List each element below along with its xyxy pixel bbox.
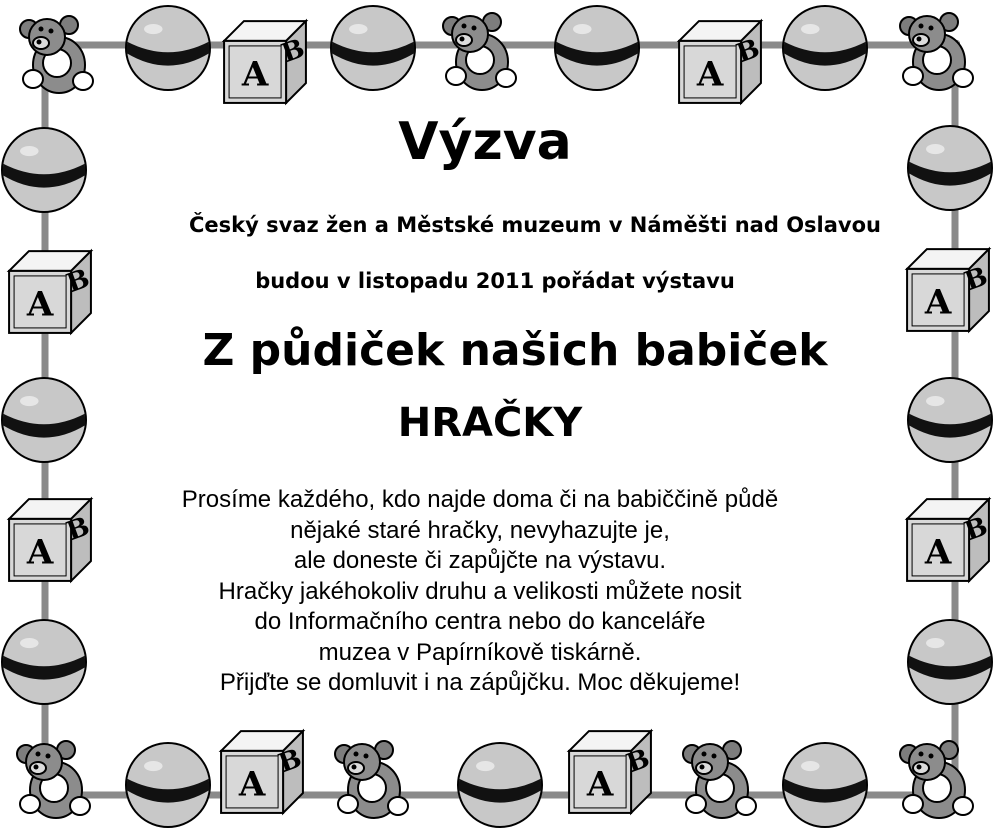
teddy-bear-icon (20, 16, 93, 93)
body-line: muzea v Papírníkově tiskárně. (318, 638, 642, 666)
svg-text:A: A (26, 284, 54, 325)
body-line: Přijďte se domluvit i na zápůjčku. Moc děkujeme! (219, 669, 741, 696)
teddy-bear-icon (683, 741, 756, 818)
ball-icon (331, 6, 415, 90)
body-line: Hračky jakéhokoliv druhu a velikosti můžete nosit (218, 577, 742, 605)
svg-text:B: B (960, 511, 992, 548)
body-line: Prosíme každého, kdo najde doma či na babiččině půdě (181, 486, 779, 513)
body-line: ale doneste či zapůjčte na výstavu. (293, 547, 667, 574)
svg-text:A: A (924, 282, 952, 323)
teddy-bear-icon (443, 13, 516, 90)
appeal-body (0, 485, 960, 699)
svg-text:B: B (960, 261, 992, 298)
exhibition-title: Z půdiček našich babiček (202, 325, 828, 376)
body-line: do Informačního centra nebo do kanceláře (254, 608, 706, 635)
svg-text:B: B (62, 263, 94, 300)
teddy-bear-icon (335, 741, 408, 818)
svg-text:A: A (238, 764, 266, 805)
svg-text:A: A (586, 764, 614, 805)
teddy-bear-icon (17, 741, 90, 818)
svg-text:B: B (732, 33, 764, 70)
svg-text:A: A (241, 54, 269, 95)
ball-icon (555, 6, 639, 90)
svg-text:B: B (277, 33, 309, 70)
ball-icon (783, 6, 867, 90)
abc-block-icon (224, 21, 309, 103)
ball-icon (783, 743, 867, 827)
svg-text:B: B (62, 511, 94, 548)
poster-title: Výzva (398, 112, 572, 172)
ball-icon (458, 743, 542, 827)
ball-icon (126, 6, 210, 90)
abc-block-icon (221, 731, 306, 813)
abc-block-icon (569, 731, 654, 813)
svg-text:A: A (696, 54, 724, 95)
svg-text:B: B (622, 743, 654, 780)
svg-text:A: A (924, 532, 952, 573)
ball-icon (126, 743, 210, 827)
teddy-bear-icon (900, 741, 973, 818)
organizers-line: Český svaz žen a Městské muzeum v Náměšti nad Oslavou (189, 213, 881, 237)
announcement-line: budou v listopadu 2011 pořádat výstavu (255, 269, 735, 293)
body-line: nějaké staré hračky, nevyhazujte je, (290, 516, 670, 544)
svg-text:B: B (274, 743, 306, 780)
svg-text:A: A (26, 532, 54, 573)
teddy-bear-icon (900, 13, 973, 90)
abc-block-icon (679, 21, 764, 103)
exhibition-subtitle: HRAČKY (397, 400, 583, 446)
